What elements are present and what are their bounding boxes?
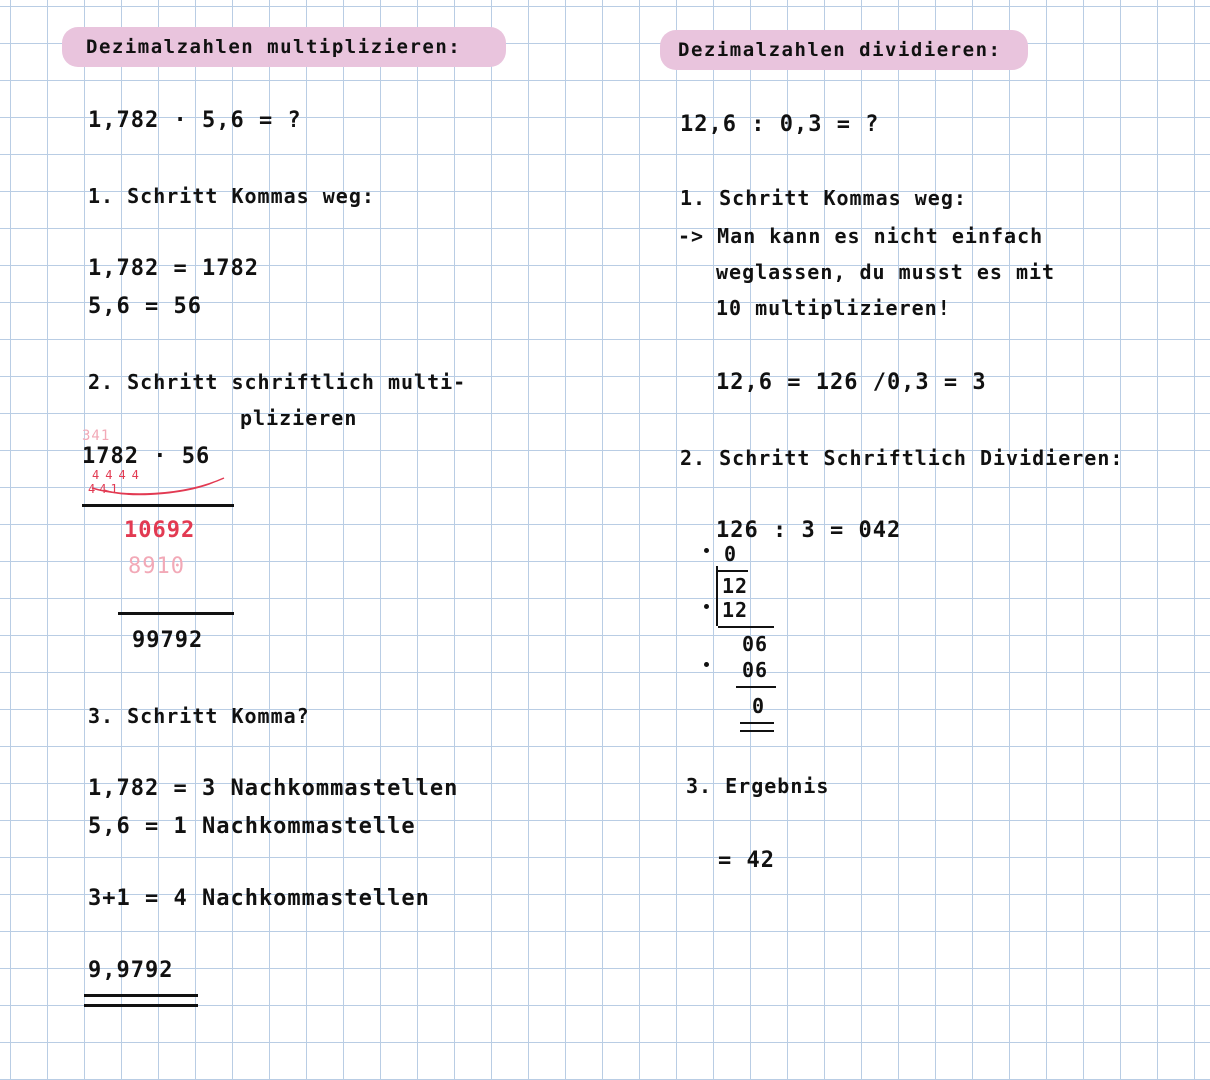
right-section-title: Dezimalzahlen dividieren: (678, 39, 1002, 61)
right-problem: 12,6 : 0,3 = ? (680, 112, 880, 137)
division-dot-1 (704, 548, 709, 553)
left-decimals-sum: 3+1 = 4 Nachkommastellen (88, 886, 430, 911)
sum-rule-line (118, 612, 234, 615)
right-note-3: 10 multiplizieren! (716, 296, 951, 320)
right-step1: 1. Schritt Kommas weg: (680, 186, 967, 210)
left-conversion-2: 5,6 = 56 (88, 294, 202, 319)
division-row-2: 12 (722, 574, 749, 598)
division-row-3: 12 (722, 598, 749, 622)
division-final-underline-1 (740, 722, 774, 724)
right-conversion: 12,6 = 126 /0,3 = 3 (716, 370, 987, 395)
left-step2-line1: 2. Schritt schriftlich multi- (88, 370, 467, 394)
right-note-1: -> Man kann es nicht einfach (678, 224, 1044, 248)
carry-digits-top: 341 (82, 428, 111, 444)
partial-product-2: 8910 (128, 554, 185, 579)
result-underline-2 (84, 1004, 198, 1007)
right-step3: 3. Ergebnis (686, 774, 830, 798)
division-row-5: 06 (742, 658, 769, 682)
carry-digits-under-2: 441 (88, 482, 122, 496)
right-note-2: weglassen, du musst es mit (716, 260, 1056, 284)
division-dot-3 (704, 662, 709, 667)
left-section-title: Dezimalzahlen multiplizieren: (86, 36, 462, 58)
partial-product-1: 10692 (124, 518, 196, 543)
division-vertical-line (716, 566, 718, 626)
division-dot-2 (704, 604, 709, 609)
division-row-1: 0 (724, 542, 738, 566)
division-expression: 126 : 3 = 042 (716, 518, 902, 543)
product-result: 99792 (132, 628, 204, 653)
left-step2-line2: plizieren (240, 406, 358, 430)
left-step1: 1. Schritt Kommas weg: (88, 184, 375, 208)
division-row-6: 0 (752, 694, 766, 718)
carry-digits-under: 4444 (92, 468, 145, 482)
division-line-2 (718, 626, 774, 628)
left-decimals-2: 5,6 = 1 Nachkommastelle (88, 814, 416, 839)
division-row-4: 06 (742, 632, 769, 656)
division-final-underline-2 (740, 730, 774, 732)
left-decimals-1: 1,782 = 3 Nachkommastellen (88, 776, 459, 801)
result-underline-1 (84, 994, 198, 997)
left-final-result: 9,9792 (88, 958, 174, 983)
left-conversion-1: 1,782 = 1782 (88, 256, 259, 281)
division-line-1 (718, 570, 748, 572)
left-step3: 3. Schritt Komma? (88, 704, 310, 728)
division-line-3 (736, 686, 776, 688)
right-step2: 2. Schritt Schriftlich Dividieren: (680, 446, 1124, 470)
carry-arrows-scribble (84, 470, 234, 500)
right-final-result: = 42 (718, 848, 775, 873)
multiplication-rule-line (82, 504, 234, 507)
multiplication-expression: 1782 · 56 (82, 444, 211, 469)
left-problem: 1,782 · 5,6 = ? (88, 108, 302, 133)
